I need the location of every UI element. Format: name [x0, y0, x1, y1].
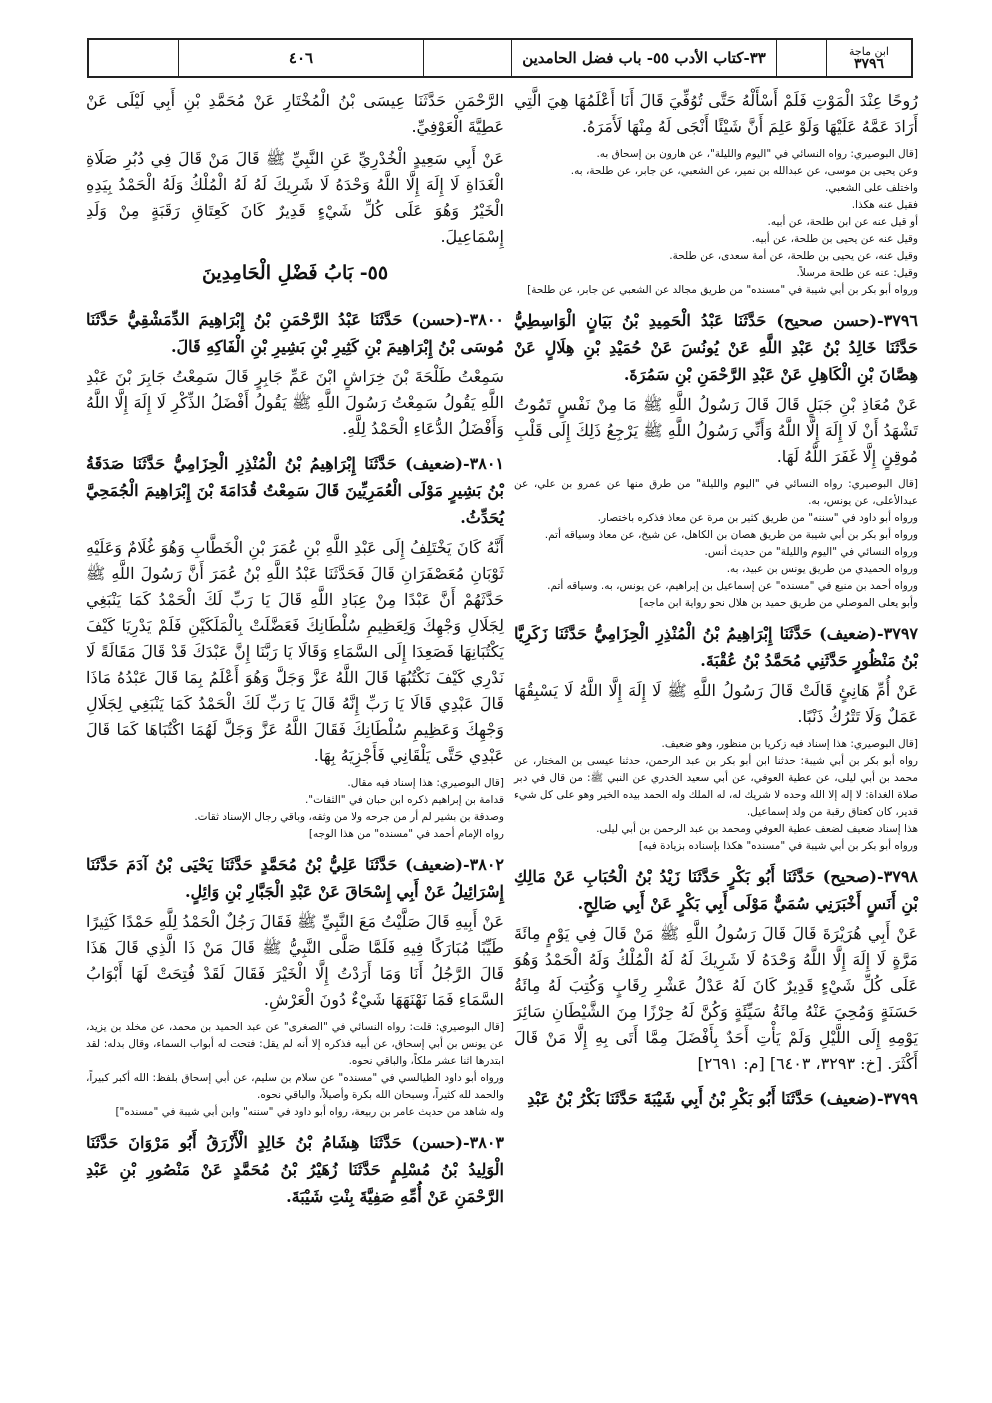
- footnote-line: ورواه أبو بكر بن أبي شيبة من طريق هصان بن الكاهل، عن شيخ، عن معاذ وسياقه أتم.: [544, 529, 918, 541]
- running-title: ٣٣-كتاب الأدب ٥٥- باب فضل الحامدين: [511, 40, 776, 76]
- footnote-line: ورواه أبو داود في "سننه" من طريق كثير بن مرة عن معاذ فذكره باختصار.: [597, 512, 918, 524]
- footnote-line: وقيل عنه عن يحيى بن طلحة، عن أبيه.: [751, 233, 918, 245]
- footnote-line: وقيل: عنه عن طلحة مرسلاً.: [796, 267, 918, 279]
- footnote-line: وله شاهد من حديث عامر بن ربيعة، رواه أبو داود في "سننه" وابن أبي شيبة في "مسنده"]: [115, 1106, 504, 1118]
- hadith-3802-isnad: ٣٨٠٢-(ضعيف) حَدَّثَنَا عَلِيُّ بْنُ مُحَمَّدٍ حَدَّثَنَا يَحْيَى بْنُ آدَمَ حَدَّثَنَا إِسْرَائِيلُ عَنْ أَبِي إِسْحَاقَ عَنْ عَبْدِ الْجَبَّارِ بْنِ وَائِلٍ.: [86, 855, 504, 901]
- page-number: ٤٠٦: [178, 40, 423, 76]
- hadith-3798-isnad: ٣٧٩٨-(صحيح) حَدَّثَنَا أَبُو بَكْرٍ حَدَّثَنَا زَيْدُ بْنُ الْحُبَابِ عَنْ مَالِكِ بْنِ أَنَسٍ أَخْبَرَنِي سُمَيٌّ مَوْلَى أَبِي بَكْرٍ عَنْ أَبِي صَالِحٍ.: [514, 867, 918, 913]
- chapter-title: ٥٥- بَابُ فَضْلِ الْحَامِدِينَ: [201, 262, 389, 284]
- footnote-block: [86, 775, 504, 843]
- footnote-block: [514, 736, 918, 855]
- hadith-3799-isnad: ٣٧٩٩-(ضعيف) حَدَّثَنَا أَبُو بَكْرِ بْنُ أَبِي شَيْبَةَ حَدَّثَنَا بَكْرُ بْنُ عَبْدِ: [527, 1089, 918, 1108]
- footnote-block: [514, 146, 918, 299]
- left-column: [86, 88, 504, 1214]
- hadith-3798-text: عَنْ أَبِي هُرَيْرَةَ قَالَ قَالَ رَسُولُ اللَّهِ ﷺ مَنْ قَالَ فِي يَوْمٍ مِائَةَ مَرَّةٍ لَا إِلَهَ إِلَّا اللَّهُ وَحْدَهُ لَا شَرِيكَ لَهُ لَهُ الْمُلْكُ وَلَهُ الْحَمْدُ وَهُوَ عَلَى كُلِّ شَيْءٍ قَدِيرٌ كَانَ لَهُ عَدْلُ عَشْرِ رِقَابٍ وَكُتِبَ لَهُ مِائَةُ حَسَنَةٍ وَمُحِيَ عَنْهُ مِائَةُ سَيِّئَةٍ وَكُنَّ لَهُ حِرْزًا مِنَ الشَّيْطَانِ سَائِرَ يَوْمِهِ إِلَى اللَّيْلِ وَلَمْ يَأْتِ أَحَدٌ بِأَفْضَلَ مِمَّا أَتَى بِهِ إِلَّا مَنْ قَالَ أَكْثَرَ. [خ: ٣٢٩٣، ٦٤٠٣] [م: ٢٦٩١]: [514, 924, 918, 1073]
- footnote-line: [قال البوصيري: قلت: رواه النسائي في "الصغرى" عن عبد الحميد بن محمد، عن مخلد بن يزيد، عن يونس بن أبي إسحاق، عن أبيه فذكره إلا أنه لم يقل: فتحت له أبواب السماء، وقال بدله: لقد ابتدرها اثنا عشر ملكاً، والباقي نحوه.: [86, 1021, 504, 1067]
- footnote-block: [86, 1019, 504, 1121]
- hadith-3802-text: عَنْ أَبِيهِ قَالَ صَلَّيْتُ مَعَ النَّبِيِّ ﷺ فَقَالَ رَجُلٌ الْحَمْدُ لِلَّهِ حَمْدًا كَثِيرًا طَيِّبًا مُبَارَكًا فِيهِ فَلَمَّا صَلَّى النَّبِيُّ ﷺ قَالَ مَنْ ذَا الَّذِي قَالَ هَذَا قَالَ الرَّجُلُ أَنَا وَمَا أَرَدْتُ إِلَّا الْخَيْرَ فَقَالَ لَقَدْ فُتِحَتْ لَهَا أَبْوَابُ السَّمَاءِ فَمَا نَهْنَهَهَا شَيْءٌ دُونَ الْعَرْشِ.: [86, 912, 504, 1009]
- header-empty-cell: [423, 40, 511, 76]
- footnote-line: [قال البوصيري: هذا إسناد فيه زكريا بن منظور، وهو ضعيف.: [661, 738, 918, 750]
- footnote-line: رواه الإمام أحمد في "مسنده" من هذا الوجه]: [308, 828, 504, 840]
- hadith-3796-isnad: ٣٧٩٦-(حسن صحيح) حَدَّثَنَا عَبْدُ الْحَمِيدِ بْنُ بَيَانٍ الْوَاسِطِيُّ حَدَّثَنَا خَالِدُ بْنُ عَبْدِ اللَّهِ عَنْ يُونُسَ عَنْ حُمَيْدِ بْنِ هِلَالٍ عَنْ هِصَّانَ بْنِ الْكَاهِلِ عَنْ عَبْدِ الرَّحْمَنِ بْنِ سَمُرَةَ.: [514, 311, 918, 384]
- header-empty-cell: [776, 40, 826, 76]
- hadith-3801-isnad: ٣٨٠١-(ضعيف) حَدَّثَنَا إِبْرَاهِيمُ بْنُ الْمُنْذِرِ الْحِزَامِيُّ حَدَّثَنَا صَدَقَةُ بْنُ بَشِيرٍ مَوْلَى الْعُمَرِيِّينَ قَالَ سَمِعْتُ قُدَامَةَ بْنَ إِبْرَاهِيمَ الْجُمَحِيَّ يُحَدِّثُ.: [86, 454, 505, 527]
- header-empty-cell: [89, 40, 178, 76]
- hadith-3797-isnad: ٣٧٩٧-(ضعيف) حَدَّثَنَا إِبْرَاهِيمُ بْنُ الْمُنْذِرِ الْحِزَامِيُّ حَدَّثَنَا زَكَرِيَّا بْنُ مَنْظُورٍ حَدَّثَنِي مُحَمَّدُ بْنُ عُقْبَةَ.: [514, 624, 918, 670]
- footnote-line: ورواه أبو داود الطيالسي في "مسنده" عن سلام بن سليم، عن أبي إسحاق بلفظ: الله أكبر كبيراً، والحمد لله كثيراً، وسبحان الله بكرة وأصيلاً، والباقي نحوه.: [86, 1072, 504, 1101]
- footnote-line: واختلف على الشعبي.: [825, 182, 918, 194]
- footnote-line: فقيل عنه هكذا.: [851, 199, 918, 211]
- footnote-line: ورواه أحمد بن منيع في "مسنده" عن إسماعيل بن إبراهيم، عن يونس، به. وسياقه أتم.: [547, 580, 918, 592]
- reference-source: ابن ماجة: [849, 45, 889, 58]
- footnote-line: [قال البوصيري: رواه النسائي في "اليوم والليلة"، عن هارون بن إسحاق به.: [596, 148, 918, 160]
- footnote-line: ورواه النسائي في "اليوم والليلة" من حديث أنس.: [704, 546, 918, 558]
- footnote-line: [قال البوصيري: هذا إسناد فيه مقال.: [347, 777, 504, 789]
- reference-number: ٣٧٩٦: [853, 56, 885, 72]
- reference-box: [826, 40, 911, 76]
- footnote-line: وقيل عنه، عن يحيى بن طلحة، عن أمة سعدى، عن طلحة.: [669, 250, 918, 262]
- hadith-text: رُوحًا عِنْدَ الْمَوْتِ فَلَمْ أَسْأَلْهُ حَتَّى تُوُفِّيَ قَالَ أَنَا أَعْلَمُهَا هِيَ الَّتِي أَرَادَ عَمَّهُ عَلَيْهَا وَلَوْ عَلِمَ أَنَّ شَيْئًا أَنْجَى لَهُ مِنْهَا لَأَمَرَهُ.: [514, 91, 918, 136]
- footnote-block: [514, 476, 918, 612]
- hadith-3803-isnad: ٣٨٠٣-(حسن) حَدَّثَنَا هِشَامُ بْنُ خَالِدٍ الْأَزْرَقُ أَبُو مَرْوَانَ حَدَّثَنَا الْوَلِيدُ بْنُ مُسْلِمٍ حَدَّثَنَا زُهَيْرُ بْنُ مُحَمَّدٍ عَنْ مَنْصُورِ بْنِ عَبْدِ الرَّحْمَنِ عَنْ أُمِّهِ صَفِيَّةَ بِنْتِ شَيْبَةَ.: [86, 1133, 504, 1206]
- right-column: [514, 88, 918, 1116]
- footnote-line: رواه أبو بكر بن أبي شيبة: حدثنا ابن أبو بكر بن عبد الرحمن، حدثنا عيسى بن المختار، عن محمد بن أبي ليلى، عن عطية العوفي، عن أبي سعيد الخدري عن النبي ﷺ: من قال في دبر صلاة الغداة: لا إله إلا الله وحده لا شريك له، له الملك وله الحمد بيده الخير وهو على كل شيء قدير، كان كعتاق رقبة من ولد إسماعيل.: [514, 755, 918, 818]
- hadith-3796-text: عَنْ مُعَاذِ بْنِ جَبَلٍ قَالَ قَالَ رَسُولُ اللَّهِ ﷺ مَا مِنْ نَفْسٍ تَمُوتُ تَشْهَدُ أَنْ لَا إِلَهَ إِلَّا اللَّهُ وَأَنِّي رَسُولُ اللَّهِ ﷺ يَرْجِعُ ذَلِكَ إِلَى قَلْبِ مُوقِنٍ إِلَّا غَفَرَ اللَّهُ لَهَا.: [514, 395, 918, 466]
- footnote-line: هذا إسناد ضعيف لضعف عطية العوفي ومحمد بن عبد الرحمن بن أبي ليلى.: [596, 823, 918, 835]
- footnote-line: وصدقة بن بشير لم أر من جرحه ولا من وثقه، وباقي رجال الإسناد ثقات.: [194, 811, 504, 823]
- hadith-3801-text: أَنَّهُ كَانَ يَخْتَلِفُ إِلَى عَبْدِ اللَّهِ بْنِ عُمَرَ بْنِ الْخَطَّابِ وَهُوَ غُلَامٌ وَعَلَيْهِ ثَوْبَانِ مُعَصْفَرَانِ قَالَ فَحَدَّثَنَا عَبْدُ اللَّهِ بْنُ عُمَرَ أَنَّ رَسُولَ اللَّهِ ﷺ حَدَّثَهُمْ أَنَّ عَبْدًا مِنْ عِبَادِ اللَّهِ قَالَ يَا رَبِّ لَكَ الْحَمْدُ كَمَا يَنْبَغِي لِجَلَالِ وَجْهِكَ وَلِعَظِيمِ سُلْطَانِكَ فَعَضَّلَتْ بِالْمَلَكَيْنِ فَلَمْ يَدْرِيَا كَيْفَ يَكْتُبَانِهَا فَصَعِدَا إِلَى السَّمَاءِ وَقَالَا يَا رَبَّنَا إِنَّ عَبْدَكَ قَدْ قَالَ مَقَالَةً لَا نَدْرِي كَيْفَ نَكْتُبُهَا قَالَ اللَّهُ عَزَّ وَجَلَّ وَهُوَ أَعْلَمُ بِمَا قَالَ عَبْدُهُ مَاذَا قَالَ عَبْدِي قَالَا يَا رَبِّ إِنَّهُ قَالَ يَا رَبِّ لَكَ الْحَمْدُ كَمَا يَنْبَغِي لِجَلَالِ وَجْهِكَ وَعَظِيمِ سُلْطَانِكَ فَقَالَ اللَّهُ عَزَّ وَجَلَّ لَهُمَا اكْتُبَاهَا كَمَا قَالَ عَبْدِي حَتَّى يَلْقَانِي فَأَجْزِيَهُ بِهَا.: [86, 538, 504, 765]
- footnote-line: وأبو يعلى الموصلي من طريق حميد بن هلال نحو رواية ابن ماجه]: [639, 597, 918, 609]
- hadith-text: عَنْ أَبِي سَعِيدٍ الْخُدْرِيِّ عَنِ النَّبِيِّ ﷺ قَالَ مَنْ قَالَ فِي دُبُرِ صَلَاةِ الْغَدَاةِ لَا إِلَهَ إِلَّا اللَّهُ وَحْدَهُ لَا شَرِيكَ لَهُ لَهُ الْمُلْكُ وَلَهُ الْحَمْدُ بِيَدِهِ الْخَيْرُ وَهُوَ عَلَى كُلِّ شَيْءٍ قَدِيرٌ كَانَ كَعِتَاقِ رَقَبَةٍ مِنْ وَلَدِ إِسْمَاعِيلَ.: [86, 149, 504, 246]
- footnote-line: أو قيل عنه عن ابن طلحة، عن أبيه.: [767, 216, 918, 228]
- hadith-3797-text: عَنْ أُمِّ هَانِئٍ قَالَتْ قَالَ رَسُولُ اللَّهِ ﷺ لَا إِلَهَ إِلَّا اللَّهُ لَا يَسْبِقُهَا عَمَلٌ وَلَا تَتْرُكُ ذَنْبًا.: [514, 681, 918, 726]
- footnote-line: وعن يحيى بن موسى، عن عبدالله بن نمير، عن الشعبي، عن جابر، عن طلحة، به.: [570, 165, 918, 177]
- footnote-line: قدامة بن إبراهيم ذكره ابن حبان في "الثقات".: [304, 794, 504, 806]
- footnote-line: [قال البوصيري: رواه النسائي في "اليوم والليلة" من طرق منها عن عمرو بن علي، عن عبدالأعلى، عن يونس، به.: [514, 478, 918, 507]
- hadith-3800-isnad: ٣٨٠٠-(حسن) حَدَّثَنَا عَبْدُ الرَّحْمَنِ بْنُ إِبْرَاهِيمَ الدِّمَشْقِيُّ حَدَّثَنَا مُوسَى بْنُ إِبْرَاهِيمَ بْنِ كَثِيرِ بْنِ بَشِيرِ بْنِ الْفَاكِهِ قَالَ.: [86, 310, 504, 356]
- footnote-line: ورواه أبو بكر بن أبي شيبة في "مسنده" هكذا بإسناده بزيادة فيه]: [638, 840, 918, 852]
- footnote-line: ورواه أبو بكر بن أبي شيبة في "مسنده" من طريق مجالد عن الشعبي عن جابر، عن طلحة]: [527, 284, 918, 296]
- page-header: [87, 38, 913, 78]
- footnote-line: ورواه الحميدي من طريق يونس بن عبيد، به.: [726, 563, 918, 575]
- hadith-3800-text: سَمِعْتُ طَلْحَةَ بْنَ خِرَاشٍ ابْنَ عَمِّ جَابِرٍ قَالَ سَمِعْتُ جَابِرَ بْنَ عَبْدِ اللَّهِ يَقُولُ سَمِعْتُ رَسُولَ اللَّهِ ﷺ يَقُولُ أَفْضَلُ الذِّكْرِ لَا إِلَهَ إِلَّا اللَّهُ وَأَفْضَلُ الدُّعَاءِ الْحَمْدُ لِلَّهِ.: [86, 367, 504, 438]
- hadith-text: الرَّحْمَنِ حَدَّثَنَا عِيسَى بْنُ الْمُخْتَارِ عَنْ مُحَمَّدِ بْنِ أَبِي لَيْلَى عَنْ عَطِيَّةَ الْعَوْفِيِّ.: [86, 91, 504, 136]
